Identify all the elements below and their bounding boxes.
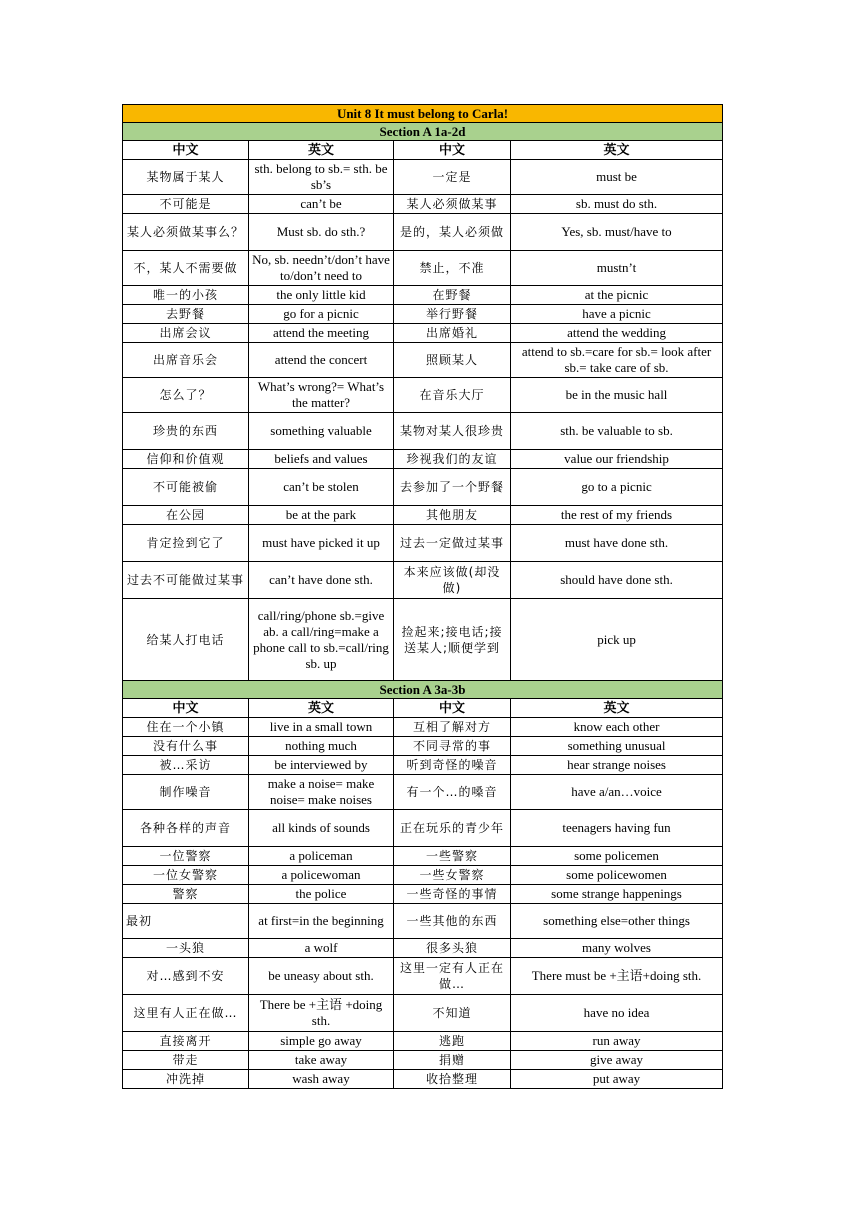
english-cell: can’t have done sth. bbox=[249, 562, 394, 599]
english-cell: have a/an…voice bbox=[511, 775, 723, 810]
chinese-cell: 在音乐大厅 bbox=[394, 378, 511, 413]
english-cell: can’t be stolen bbox=[249, 469, 394, 506]
vocab-row bbox=[123, 599, 723, 681]
chinese-cell: 带走 bbox=[123, 1051, 249, 1070]
chinese-cell: 没有什么事 bbox=[123, 737, 249, 756]
chinese-cell: 珍视我们的友谊 bbox=[394, 450, 511, 469]
vocab-row bbox=[123, 810, 723, 847]
chinese-cell: 在野餐 bbox=[394, 286, 511, 305]
english-cell: attend the concert bbox=[249, 343, 394, 378]
chinese-cell: 制作噪音 bbox=[123, 775, 249, 810]
header-english: 英文 bbox=[249, 699, 394, 718]
chinese-cell: 过去一定做过某事 bbox=[394, 525, 511, 562]
chinese-cell: 本来应该做(却没做) bbox=[394, 562, 511, 599]
chinese-cell: 其他朋友 bbox=[394, 506, 511, 525]
header-english: 英文 bbox=[511, 699, 723, 718]
english-cell: attend the wedding bbox=[511, 324, 723, 343]
chinese-cell: 信仰和价值观 bbox=[123, 450, 249, 469]
english-cell: live in a small town bbox=[249, 718, 394, 737]
chinese-cell: 禁止，不准 bbox=[394, 251, 511, 286]
chinese-cell: 一位警察 bbox=[123, 847, 249, 866]
vocab-row bbox=[123, 562, 723, 599]
vocab-row bbox=[123, 847, 723, 866]
chinese-cell: 某人必须做某事么？ bbox=[123, 214, 249, 251]
vocabulary-table bbox=[122, 104, 723, 1089]
chinese-cell: 被…采访 bbox=[123, 756, 249, 775]
english-cell: must be bbox=[511, 160, 723, 195]
english-cell: be interviewed by bbox=[249, 756, 394, 775]
english-cell: There must be +主语+doing sth. bbox=[511, 958, 723, 995]
chinese-cell: 最初 bbox=[123, 904, 249, 939]
chinese-cell: 不，某人不需要做 bbox=[123, 251, 249, 286]
english-cell: should have done sth. bbox=[511, 562, 723, 599]
english-cell: something unusual bbox=[511, 737, 723, 756]
english-cell: some strange happenings bbox=[511, 885, 723, 904]
english-cell: have a picnic bbox=[511, 305, 723, 324]
english-cell: nothing much bbox=[249, 737, 394, 756]
english-cell: What’s wrong?= What’s the matter? bbox=[249, 378, 394, 413]
english-cell: run away bbox=[511, 1032, 723, 1051]
vocab-row bbox=[123, 343, 723, 378]
chinese-cell: 捡起来;接电话;接送某人;顺便学到 bbox=[394, 599, 511, 681]
vocab-row bbox=[123, 737, 723, 756]
english-cell: at the picnic bbox=[511, 286, 723, 305]
chinese-cell: 一位女警察 bbox=[123, 866, 249, 885]
chinese-cell: 在公园 bbox=[123, 506, 249, 525]
english-cell: at first=in the beginning bbox=[249, 904, 394, 939]
column-header-row bbox=[123, 699, 723, 718]
english-cell: have no idea bbox=[511, 995, 723, 1032]
english-cell: the only little kid bbox=[249, 286, 394, 305]
chinese-cell: 过去不可能做过某事 bbox=[123, 562, 249, 599]
vocab-row bbox=[123, 378, 723, 413]
chinese-cell: 有一个…的嗓音 bbox=[394, 775, 511, 810]
english-cell: can’t be bbox=[249, 195, 394, 214]
chinese-cell: 肯定捡到它了 bbox=[123, 525, 249, 562]
vocab-row bbox=[123, 904, 723, 939]
english-cell: some policemen bbox=[511, 847, 723, 866]
english-cell: attend to sb.=care for sb.= look after sb.= take care of sb. bbox=[511, 343, 723, 378]
chinese-cell: 一些女警察 bbox=[394, 866, 511, 885]
english-cell: value our friendship bbox=[511, 450, 723, 469]
header-chinese: 中文 bbox=[123, 699, 249, 718]
vocab-row bbox=[123, 286, 723, 305]
vocab-row bbox=[123, 775, 723, 810]
section-a-title: Section A 1a-2d bbox=[123, 123, 723, 141]
section-row bbox=[123, 123, 723, 141]
english-cell: call/ring/phone sb.=give ab. a call/ring=make a phone call to sb.=call/ring sb. up bbox=[249, 599, 394, 681]
chinese-cell: 逃跑 bbox=[394, 1032, 511, 1051]
chinese-cell: 不可能被偷 bbox=[123, 469, 249, 506]
english-cell: wash away bbox=[249, 1070, 394, 1089]
english-cell: know each other bbox=[511, 718, 723, 737]
chinese-cell: 住在一个小镇 bbox=[123, 718, 249, 737]
chinese-cell: 一些其他的东西 bbox=[394, 904, 511, 939]
chinese-cell: 去野餐 bbox=[123, 305, 249, 324]
english-cell: some policewomen bbox=[511, 866, 723, 885]
chinese-cell: 是的，某人必须做 bbox=[394, 214, 511, 251]
vocab-row bbox=[123, 305, 723, 324]
chinese-cell: 给某人打电话 bbox=[123, 599, 249, 681]
chinese-cell: 不可能是 bbox=[123, 195, 249, 214]
chinese-cell: 一定是 bbox=[394, 160, 511, 195]
vocab-row bbox=[123, 866, 723, 885]
column-header-row bbox=[123, 141, 723, 160]
english-cell: sth. belong to sb.= sth. be sb’s bbox=[249, 160, 394, 195]
vocab-row bbox=[123, 525, 723, 562]
english-cell: sb. must do sth. bbox=[511, 195, 723, 214]
chinese-cell: 某人必须做某事 bbox=[394, 195, 511, 214]
chinese-cell: 互相了解对方 bbox=[394, 718, 511, 737]
vocab-row bbox=[123, 756, 723, 775]
vocab-row bbox=[123, 1051, 723, 1070]
chinese-cell: 照顾某人 bbox=[394, 343, 511, 378]
chinese-cell: 唯一的小孩 bbox=[123, 286, 249, 305]
chinese-cell: 某物对某人很珍贵 bbox=[394, 413, 511, 450]
english-cell: attend the meeting bbox=[249, 324, 394, 343]
header-english: 英文 bbox=[249, 141, 394, 160]
english-cell: go for a picnic bbox=[249, 305, 394, 324]
english-cell: a policeman bbox=[249, 847, 394, 866]
vocab-row bbox=[123, 1032, 723, 1051]
english-cell: Yes, sb. must/have to bbox=[511, 214, 723, 251]
english-cell: be uneasy about sth. bbox=[249, 958, 394, 995]
chinese-cell: 对…感到不安 bbox=[123, 958, 249, 995]
header-english: 英文 bbox=[511, 141, 723, 160]
english-cell: put away bbox=[511, 1070, 723, 1089]
english-cell: be in the music hall bbox=[511, 378, 723, 413]
english-cell: must have done sth. bbox=[511, 525, 723, 562]
vocab-row bbox=[123, 195, 723, 214]
header-chinese: 中文 bbox=[394, 141, 511, 160]
vocab-row bbox=[123, 939, 723, 958]
english-cell: give away bbox=[511, 1051, 723, 1070]
vocab-row bbox=[123, 251, 723, 286]
vocab-row bbox=[123, 506, 723, 525]
vocab-row bbox=[123, 718, 723, 737]
vocab-row bbox=[123, 958, 723, 995]
english-cell: go to a picnic bbox=[511, 469, 723, 506]
chinese-cell: 收拾整理 bbox=[394, 1070, 511, 1089]
english-cell: must have picked it up bbox=[249, 525, 394, 562]
english-cell: something valuable bbox=[249, 413, 394, 450]
english-cell: all kinds of sounds bbox=[249, 810, 394, 847]
chinese-cell: 一些奇怪的事情 bbox=[394, 885, 511, 904]
vocab-row bbox=[123, 1070, 723, 1089]
chinese-cell: 正在玩乐的青少年 bbox=[394, 810, 511, 847]
english-cell: mustn’t bbox=[511, 251, 723, 286]
chinese-cell: 一头狼 bbox=[123, 939, 249, 958]
chinese-cell: 举行野餐 bbox=[394, 305, 511, 324]
title-row bbox=[123, 105, 723, 123]
english-cell: a policewoman bbox=[249, 866, 394, 885]
english-cell: something else=other things bbox=[511, 904, 723, 939]
chinese-cell: 一些警察 bbox=[394, 847, 511, 866]
english-cell: the rest of my friends bbox=[511, 506, 723, 525]
english-cell: Must sb. do sth.? bbox=[249, 214, 394, 251]
chinese-cell: 这里有人正在做… bbox=[123, 995, 249, 1032]
chinese-cell: 冲洗掉 bbox=[123, 1070, 249, 1089]
vocab-row bbox=[123, 214, 723, 251]
section-b-title: Section A 3a-3b bbox=[123, 681, 723, 699]
english-cell: sth. be valuable to sb. bbox=[511, 413, 723, 450]
header-chinese: 中文 bbox=[123, 141, 249, 160]
english-cell: be at the park bbox=[249, 506, 394, 525]
vocab-row bbox=[123, 160, 723, 195]
vocab-row bbox=[123, 324, 723, 343]
chinese-cell: 听到奇怪的噪音 bbox=[394, 756, 511, 775]
english-cell: many wolves bbox=[511, 939, 723, 958]
vocab-row bbox=[123, 413, 723, 450]
english-cell: teenagers having fun bbox=[511, 810, 723, 847]
english-cell: pick up bbox=[511, 599, 723, 681]
chinese-cell: 出席会议 bbox=[123, 324, 249, 343]
chinese-cell: 捐赠 bbox=[394, 1051, 511, 1070]
chinese-cell: 出席音乐会 bbox=[123, 343, 249, 378]
section-row bbox=[123, 681, 723, 699]
english-cell: simple go away bbox=[249, 1032, 394, 1051]
english-cell: make a noise= make noise= make noises bbox=[249, 775, 394, 810]
vocab-row bbox=[123, 450, 723, 469]
chinese-cell: 出席婚礼 bbox=[394, 324, 511, 343]
english-cell: take away bbox=[249, 1051, 394, 1070]
chinese-cell: 这里一定有人正在做… bbox=[394, 958, 511, 995]
vocab-row bbox=[123, 469, 723, 506]
chinese-cell: 怎么了？ bbox=[123, 378, 249, 413]
header-chinese: 中文 bbox=[394, 699, 511, 718]
chinese-cell: 珍贵的东西 bbox=[123, 413, 249, 450]
chinese-cell: 各种各样的声音 bbox=[123, 810, 249, 847]
vocab-row bbox=[123, 885, 723, 904]
chinese-cell: 不同寻常的事 bbox=[394, 737, 511, 756]
chinese-cell: 直接离开 bbox=[123, 1032, 249, 1051]
english-cell: a wolf bbox=[249, 939, 394, 958]
unit-title: Unit 8 It must belong to Carla! bbox=[123, 105, 723, 123]
english-cell: the police bbox=[249, 885, 394, 904]
english-cell: hear strange noises bbox=[511, 756, 723, 775]
english-cell: There be +主语 +doing sth. bbox=[249, 995, 394, 1032]
english-cell: beliefs and values bbox=[249, 450, 394, 469]
chinese-cell: 不知道 bbox=[394, 995, 511, 1032]
chinese-cell: 警察 bbox=[123, 885, 249, 904]
english-cell: No, sb. needn’t/don’t have to/don’t need to bbox=[249, 251, 394, 286]
chinese-cell: 很多头狼 bbox=[394, 939, 511, 958]
vocab-row bbox=[123, 995, 723, 1032]
chinese-cell: 去参加了一个野餐 bbox=[394, 469, 511, 506]
chinese-cell: 某物属于某人 bbox=[123, 160, 249, 195]
